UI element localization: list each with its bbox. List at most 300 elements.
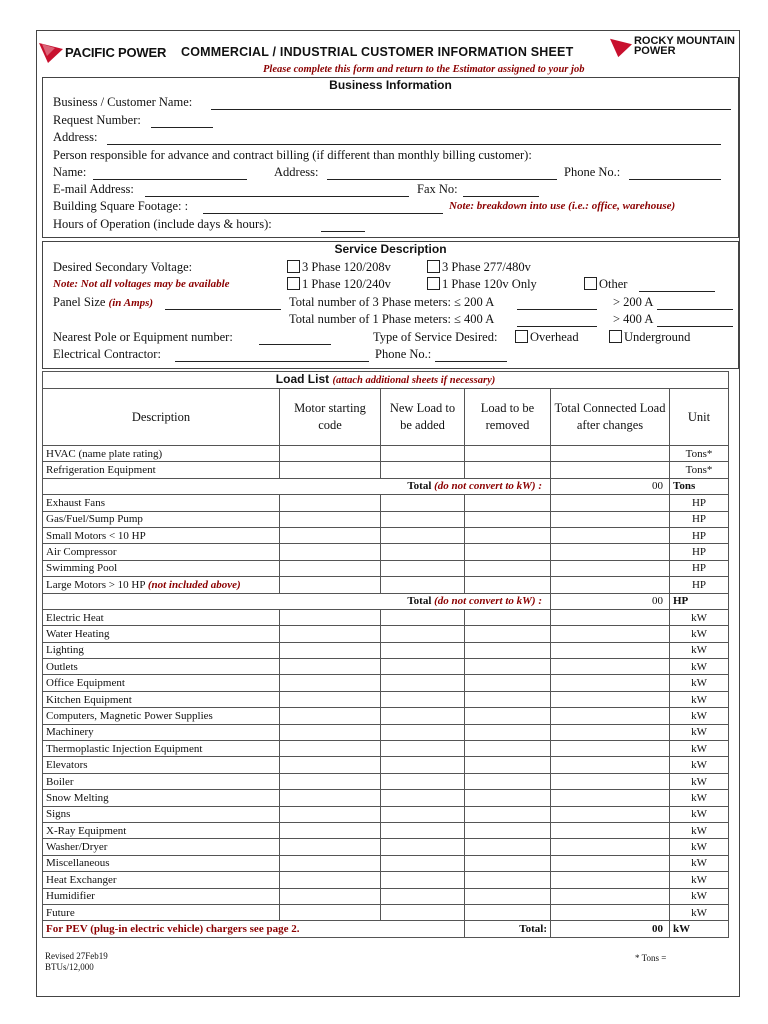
load-description-text: Humidifier: [46, 890, 95, 903]
removed-load-cell[interactable]: [465, 462, 551, 478]
removed-load-cell[interactable]: [465, 904, 551, 920]
panel-size-note: (in Amps): [108, 297, 154, 309]
new-load-cell[interactable]: [381, 757, 465, 773]
total-load-cell[interactable]: [551, 446, 670, 462]
email-field[interactable]: [145, 196, 409, 197]
total-load-cell[interactable]: [551, 773, 670, 789]
option-3phase-120-208-label: 3 Phase 120/208v: [302, 260, 391, 274]
unit-cell: kW: [670, 839, 729, 855]
rmp-line1: ROCKY MOUNTAIN: [633, 35, 735, 47]
form-page: [36, 30, 740, 997]
new-load-cell[interactable]: [381, 888, 465, 904]
grand-total-unit: kW: [670, 921, 729, 937]
load-description: [43, 904, 280, 920]
table-row: [43, 773, 729, 789]
unit-cell: kW: [670, 888, 729, 904]
load-list-header-row: [43, 389, 729, 446]
service-description-section: [42, 241, 739, 369]
removed-load-cell[interactable]: [465, 626, 551, 642]
table-row: [43, 659, 729, 675]
service-type-label: Type of Service Desired:: [373, 330, 498, 344]
table-row: [43, 495, 729, 511]
option-3phase-277-480[interactable]: [427, 260, 531, 275]
load-description-text: Electric Heat: [46, 611, 104, 624]
new-load-cell[interactable]: [381, 822, 465, 838]
pacific-power-logo: [39, 41, 166, 63]
removed-load-cell[interactable]: [465, 691, 551, 707]
motor-code-cell[interactable]: [280, 495, 381, 511]
removed-load-cell[interactable]: [465, 806, 551, 822]
billing-phone-field[interactable]: [629, 179, 721, 180]
billing-phone-label: Phone No.:: [564, 165, 621, 179]
load-description: [43, 691, 280, 707]
motor-code-cell[interactable]: [280, 675, 381, 691]
load-list-table: [42, 371, 729, 938]
removed-load-cell[interactable]: [465, 609, 551, 625]
billing-name-label: Name:: [53, 165, 87, 179]
option-1phase-120-label: 1 Phase 120v Only: [442, 277, 537, 291]
motor-code-cell[interactable]: [280, 659, 381, 675]
meters-1phase-label: Total number of 1 Phase meters: ≤ 400 A: [289, 312, 495, 326]
new-load-cell[interactable]: [381, 872, 465, 888]
customer-name-label: Business / Customer Name:: [53, 95, 193, 109]
meters-1phase-le400-field[interactable]: [517, 326, 597, 327]
total-load-cell[interactable]: [551, 462, 670, 478]
option-underground-label: Underground: [624, 330, 691, 344]
motor-code-cell[interactable]: [280, 822, 381, 838]
customer-name-field[interactable]: [211, 109, 731, 110]
removed-load-cell[interactable]: [465, 495, 551, 511]
other-voltage-field[interactable]: [639, 291, 715, 292]
total-label-text: Total: [407, 595, 432, 608]
motor-code-cell[interactable]: [280, 446, 381, 462]
removed-load-cell[interactable]: [465, 822, 551, 838]
removed-load-cell[interactable]: [465, 560, 551, 576]
request-number-label: Request Number:: [53, 113, 141, 127]
load-description-note: (not included above): [147, 578, 241, 591]
address-label: Address:: [53, 130, 98, 144]
business-information-section: [42, 77, 739, 238]
total-load-cell[interactable]: [551, 904, 670, 920]
load-description-text: Signs: [46, 808, 71, 821]
new-load-cell[interactable]: [381, 691, 465, 707]
load-description-text: Air Compressor: [46, 546, 117, 559]
load-description: [43, 675, 280, 691]
unit-cell: kW: [670, 724, 729, 740]
new-load-cell[interactable]: [381, 544, 465, 560]
table-row: [43, 839, 729, 855]
load-description: [43, 609, 280, 625]
checkbox-underground[interactable]: [609, 330, 622, 343]
load-description: [43, 822, 280, 838]
unit-cell: kW: [670, 773, 729, 789]
form-header: [37, 31, 739, 79]
total-load-cell[interactable]: [551, 839, 670, 855]
table-row: [43, 609, 729, 625]
load-description-text: X-Ray Equipment: [46, 824, 127, 837]
electrical-contractor-field[interactable]: [175, 361, 369, 362]
total-load-cell[interactable]: [551, 724, 670, 740]
removed-load-cell[interactable]: [465, 659, 551, 675]
load-description: [43, 872, 280, 888]
contractor-phone-label: Phone No.:: [375, 347, 432, 361]
motor-code-cell[interactable]: [280, 904, 381, 920]
total-load-cell[interactable]: [551, 544, 670, 560]
billing-address-label: Address:: [274, 165, 319, 179]
load-description: [43, 741, 280, 757]
new-load-cell[interactable]: [381, 806, 465, 822]
motor-code-cell[interactable]: [280, 691, 381, 707]
total-label-text: Total: [407, 480, 432, 493]
total-load-cell[interactable]: [551, 577, 670, 593]
load-description: [43, 839, 280, 855]
removed-load-cell[interactable]: [465, 773, 551, 789]
sheet-title: COMMERCIAL / INDUSTRIAL CUSTOMER INFORMATION SHEET: [181, 45, 574, 59]
total-load-cell[interactable]: [551, 708, 670, 724]
table-row: [43, 904, 729, 920]
col-unit: Unit: [670, 389, 729, 446]
unit-cell: kW: [670, 757, 729, 773]
load-description-text: Machinery: [46, 726, 94, 739]
new-load-cell[interactable]: [381, 904, 465, 920]
pacific-power-mark-icon: [39, 41, 63, 63]
option-overhead[interactable]: [515, 330, 579, 345]
unit-cell: kW: [670, 904, 729, 920]
motor-code-cell[interactable]: [280, 773, 381, 789]
contractor-phone-field[interactable]: [435, 361, 507, 362]
removed-load-cell[interactable]: [465, 642, 551, 658]
total-row: [43, 593, 729, 609]
billing-address-field[interactable]: [327, 179, 557, 180]
new-load-cell[interactable]: [381, 462, 465, 478]
new-load-cell[interactable]: [381, 790, 465, 806]
meters-3phase-le200-field[interactable]: [517, 309, 597, 310]
pev-note: For PEV (plug-in electric vehicle) chargers see page 2.: [43, 921, 465, 937]
new-load-cell[interactable]: [381, 446, 465, 462]
load-description: [43, 806, 280, 822]
load-description: [43, 527, 280, 543]
col-motor-starting-code: Motor starting code: [280, 389, 381, 446]
motor-code-cell[interactable]: [280, 806, 381, 822]
new-load-cell[interactable]: [381, 741, 465, 757]
motor-code-cell[interactable]: [280, 855, 381, 871]
motor-code-cell[interactable]: [280, 839, 381, 855]
fax-label: Fax No:: [417, 182, 458, 196]
revised-date: Revised 27Feb19: [45, 951, 108, 961]
load-description: [43, 626, 280, 642]
removed-load-cell[interactable]: [465, 724, 551, 740]
removed-load-cell[interactable]: [465, 757, 551, 773]
load-description: [43, 560, 280, 576]
table-row: [43, 872, 729, 888]
load-description-text: Future: [46, 906, 75, 919]
removed-load-cell[interactable]: [465, 872, 551, 888]
rocky-mountain-power-logo: [610, 36, 735, 58]
table-row: [43, 577, 729, 593]
pev-total-row: [43, 921, 729, 937]
total-load-cell[interactable]: [551, 855, 670, 871]
load-list-title-row: [43, 372, 729, 389]
table-row: [43, 724, 729, 740]
load-description-text: Thermoplastic Injection Equipment: [46, 742, 203, 755]
checkbox-overhead[interactable]: [515, 330, 528, 343]
unit-cell: kW: [670, 822, 729, 838]
col-new-load: New Load to be added: [381, 389, 465, 446]
hours-field[interactable]: [321, 231, 365, 232]
square-footage-label: Building Square Footage: :: [53, 199, 189, 213]
table-row: [43, 790, 729, 806]
total-load-cell[interactable]: [551, 560, 670, 576]
total-load-cell[interactable]: [551, 790, 670, 806]
load-description: [43, 790, 280, 806]
total-load-cell[interactable]: [551, 888, 670, 904]
unit-cell: kW: [670, 609, 729, 625]
load-description-text: Computers, Magnetic Power Supplies: [46, 709, 213, 722]
motor-code-cell[interactable]: [280, 724, 381, 740]
total-value[interactable]: 00: [551, 593, 670, 609]
new-load-cell[interactable]: [381, 577, 465, 593]
unit-cell: Tons*: [670, 446, 729, 462]
meters-1phase-gt400-field[interactable]: [657, 326, 733, 327]
total-load-cell[interactable]: [551, 806, 670, 822]
checkbox-3phase-120-208[interactable]: [287, 260, 300, 273]
total-load-cell[interactable]: [551, 675, 670, 691]
col-description: Description: [43, 389, 280, 446]
unit-cell: kW: [670, 806, 729, 822]
nearest-pole-label: Nearest Pole or Equipment number:: [53, 330, 233, 344]
load-description-text: HVAC (name plate rating): [46, 447, 163, 460]
meters-1phase-gt400-label: > 400 A: [613, 312, 654, 326]
total-load-cell[interactable]: [551, 527, 670, 543]
load-list-title: [43, 372, 729, 389]
unit-cell: kW: [670, 855, 729, 871]
load-description: [43, 757, 280, 773]
option-3phase-120-208[interactable]: [287, 260, 391, 275]
new-load-cell[interactable]: [381, 724, 465, 740]
total-load-cell[interactable]: [551, 511, 670, 527]
total-load-cell[interactable]: [551, 642, 670, 658]
table-row: [43, 462, 729, 478]
address-field[interactable]: [107, 144, 721, 145]
load-description: [43, 888, 280, 904]
col-load-removed: Load to be removed: [465, 389, 551, 446]
new-load-cell[interactable]: [381, 839, 465, 855]
grand-total-value[interactable]: 00: [551, 921, 670, 937]
total-load-cell[interactable]: [551, 495, 670, 511]
secondary-voltage-label: Desired Secondary Voltage:: [53, 260, 193, 274]
removed-load-cell[interactable]: [465, 839, 551, 855]
col-total-connected: Total Connected Load after changes: [551, 389, 670, 446]
checkbox-1phase-120[interactable]: [427, 277, 440, 290]
meters-3phase-gt200-field[interactable]: [657, 309, 733, 310]
rmp-line2: POWER: [633, 45, 676, 57]
option-underground[interactable]: [609, 330, 690, 345]
load-description-text: Swimming Pool: [46, 562, 118, 575]
motor-code-cell[interactable]: [280, 790, 381, 806]
total-label-note: (do not convert to kW) :: [434, 480, 542, 493]
load-description: [43, 773, 280, 789]
fax-field[interactable]: [463, 196, 539, 197]
form-instruction: Please complete this form and return to the Estimator assigned to your job: [263, 64, 585, 75]
removed-load-cell[interactable]: [465, 527, 551, 543]
option-1phase-120-240[interactable]: [287, 277, 391, 292]
removed-load-cell[interactable]: [465, 675, 551, 691]
motor-code-cell[interactable]: [280, 527, 381, 543]
total-load-cell[interactable]: [551, 626, 670, 642]
new-load-cell[interactable]: [381, 659, 465, 675]
motor-code-cell[interactable]: [280, 511, 381, 527]
new-load-cell[interactable]: [381, 773, 465, 789]
unit-cell: HP: [670, 544, 729, 560]
checkbox-3phase-277-480[interactable]: [427, 260, 440, 273]
removed-load-cell[interactable]: [465, 511, 551, 527]
load-description: [43, 724, 280, 740]
load-description-text: Boiler: [46, 775, 74, 788]
removed-load-cell[interactable]: [465, 708, 551, 724]
total-load-cell[interactable]: [551, 659, 670, 675]
load-description-text: Elevators: [46, 759, 88, 772]
tons-footnote: * Tons =: [635, 953, 667, 963]
motor-code-cell[interactable]: [280, 642, 381, 658]
unit-cell: kW: [670, 659, 729, 675]
removed-load-cell[interactable]: [465, 544, 551, 560]
option-3phase-277-480-label: 3 Phase 277/480v: [442, 260, 531, 274]
total-unit: HP: [670, 593, 729, 609]
total-load-cell[interactable]: [551, 872, 670, 888]
load-description: [43, 495, 280, 511]
billing-name-field[interactable]: [93, 179, 247, 180]
motor-code-cell[interactable]: [280, 757, 381, 773]
new-load-cell[interactable]: [381, 495, 465, 511]
billing-label: Person responsible for advance and contract billing (if different than monthly billing customer):: [53, 148, 532, 162]
load-description-text: Exhaust Fans: [46, 496, 105, 509]
total-load-cell[interactable]: [551, 741, 670, 757]
rocky-mountain-power-logo-text: [634, 36, 735, 56]
motor-code-cell[interactable]: [280, 560, 381, 576]
square-footage-field[interactable]: [203, 213, 443, 214]
request-number-field[interactable]: [151, 127, 213, 128]
load-description-text: Heat Exchanger: [46, 873, 117, 886]
total-load-cell[interactable]: [551, 822, 670, 838]
new-load-cell[interactable]: [381, 642, 465, 658]
removed-load-cell[interactable]: [465, 741, 551, 757]
motor-code-cell[interactable]: [280, 888, 381, 904]
checkbox-other[interactable]: [584, 277, 597, 290]
table-row: [43, 855, 729, 871]
unit-cell: HP: [670, 511, 729, 527]
load-description-text: Washer/Dryer: [46, 841, 108, 854]
new-load-cell[interactable]: [381, 609, 465, 625]
load-list-title-note: (attach additional sheets if necessary): [332, 375, 496, 386]
removed-load-cell[interactable]: [465, 855, 551, 871]
load-description-text: Refrigeration Equipment: [46, 464, 156, 477]
table-row: [43, 757, 729, 773]
removed-load-cell[interactable]: [465, 888, 551, 904]
new-load-cell[interactable]: [381, 527, 465, 543]
load-description: [43, 577, 280, 593]
load-description: [43, 446, 280, 462]
total-label: [43, 593, 551, 609]
table-row: [43, 511, 729, 527]
table-row: [43, 642, 729, 658]
table-row: [43, 626, 729, 642]
load-description: [43, 462, 280, 478]
motor-code-cell[interactable]: [280, 609, 381, 625]
load-description-text: Snow Melting: [46, 791, 109, 804]
unit-cell: HP: [670, 495, 729, 511]
motor-code-cell[interactable]: [280, 626, 381, 642]
table-row: [43, 691, 729, 707]
motor-code-cell[interactable]: [280, 741, 381, 757]
table-row: [43, 446, 729, 462]
hours-label: Hours of Operation (include days & hours):: [53, 217, 272, 231]
table-row: [43, 741, 729, 757]
total-load-cell[interactable]: [551, 757, 670, 773]
motor-code-cell[interactable]: [280, 872, 381, 888]
pacific-power-logo-text: PACIFIC POWER: [65, 44, 167, 60]
total-row: [43, 478, 729, 494]
removed-load-cell[interactable]: [465, 446, 551, 462]
unit-cell: kW: [670, 675, 729, 691]
meters-3phase-label: Total number of 3 Phase meters: ≤ 200 A: [289, 295, 495, 309]
total-label: [43, 478, 551, 494]
removed-load-cell[interactable]: [465, 790, 551, 806]
table-row: [43, 822, 729, 838]
total-load-cell[interactable]: [551, 691, 670, 707]
motor-code-cell[interactable]: [280, 544, 381, 560]
load-description: [43, 659, 280, 675]
option-other-label: Other: [599, 277, 628, 291]
unit-cell: HP: [670, 577, 729, 593]
new-load-cell[interactable]: [381, 511, 465, 527]
voltage-note: Note: Not all voltages may be available: [53, 278, 230, 290]
load-description: [43, 642, 280, 658]
checkbox-1phase-120-240[interactable]: [287, 277, 300, 290]
total-value[interactable]: 00: [551, 478, 670, 494]
business-information-title: Business Information: [329, 78, 452, 92]
motor-code-cell[interactable]: [280, 708, 381, 724]
new-load-cell[interactable]: [381, 708, 465, 724]
btus-note: BTUs/12,000: [45, 962, 94, 972]
total-unit: Tons: [670, 478, 729, 494]
removed-load-cell[interactable]: [465, 577, 551, 593]
meters-3phase-gt200-label: > 200 A: [613, 295, 654, 309]
grand-total-label: Total:: [465, 921, 551, 937]
option-other[interactable]: [584, 277, 627, 292]
option-1phase-120-240-label: 1 Phase 120/240v: [302, 277, 391, 291]
load-description: [43, 855, 280, 871]
panel-size-field[interactable]: [165, 309, 281, 310]
nearest-pole-field[interactable]: [259, 344, 331, 345]
option-1phase-120[interactable]: [427, 277, 537, 292]
load-description: [43, 708, 280, 724]
total-load-cell[interactable]: [551, 609, 670, 625]
load-list-title-text: Load List: [275, 372, 330, 386]
motor-code-cell[interactable]: [280, 462, 381, 478]
motor-code-cell[interactable]: [280, 577, 381, 593]
rocky-mountain-power-mark-icon: [610, 36, 632, 58]
load-description-text: Lighting: [46, 644, 84, 657]
unit-cell: kW: [670, 790, 729, 806]
new-load-cell[interactable]: [381, 675, 465, 691]
table-row: [43, 806, 729, 822]
new-load-cell[interactable]: [381, 855, 465, 871]
load-description-text: Miscellaneous: [46, 857, 110, 870]
unit-cell: Tons*: [670, 462, 729, 478]
email-label: E-mail Address:: [53, 182, 134, 196]
new-load-cell[interactable]: [381, 560, 465, 576]
new-load-cell[interactable]: [381, 626, 465, 642]
